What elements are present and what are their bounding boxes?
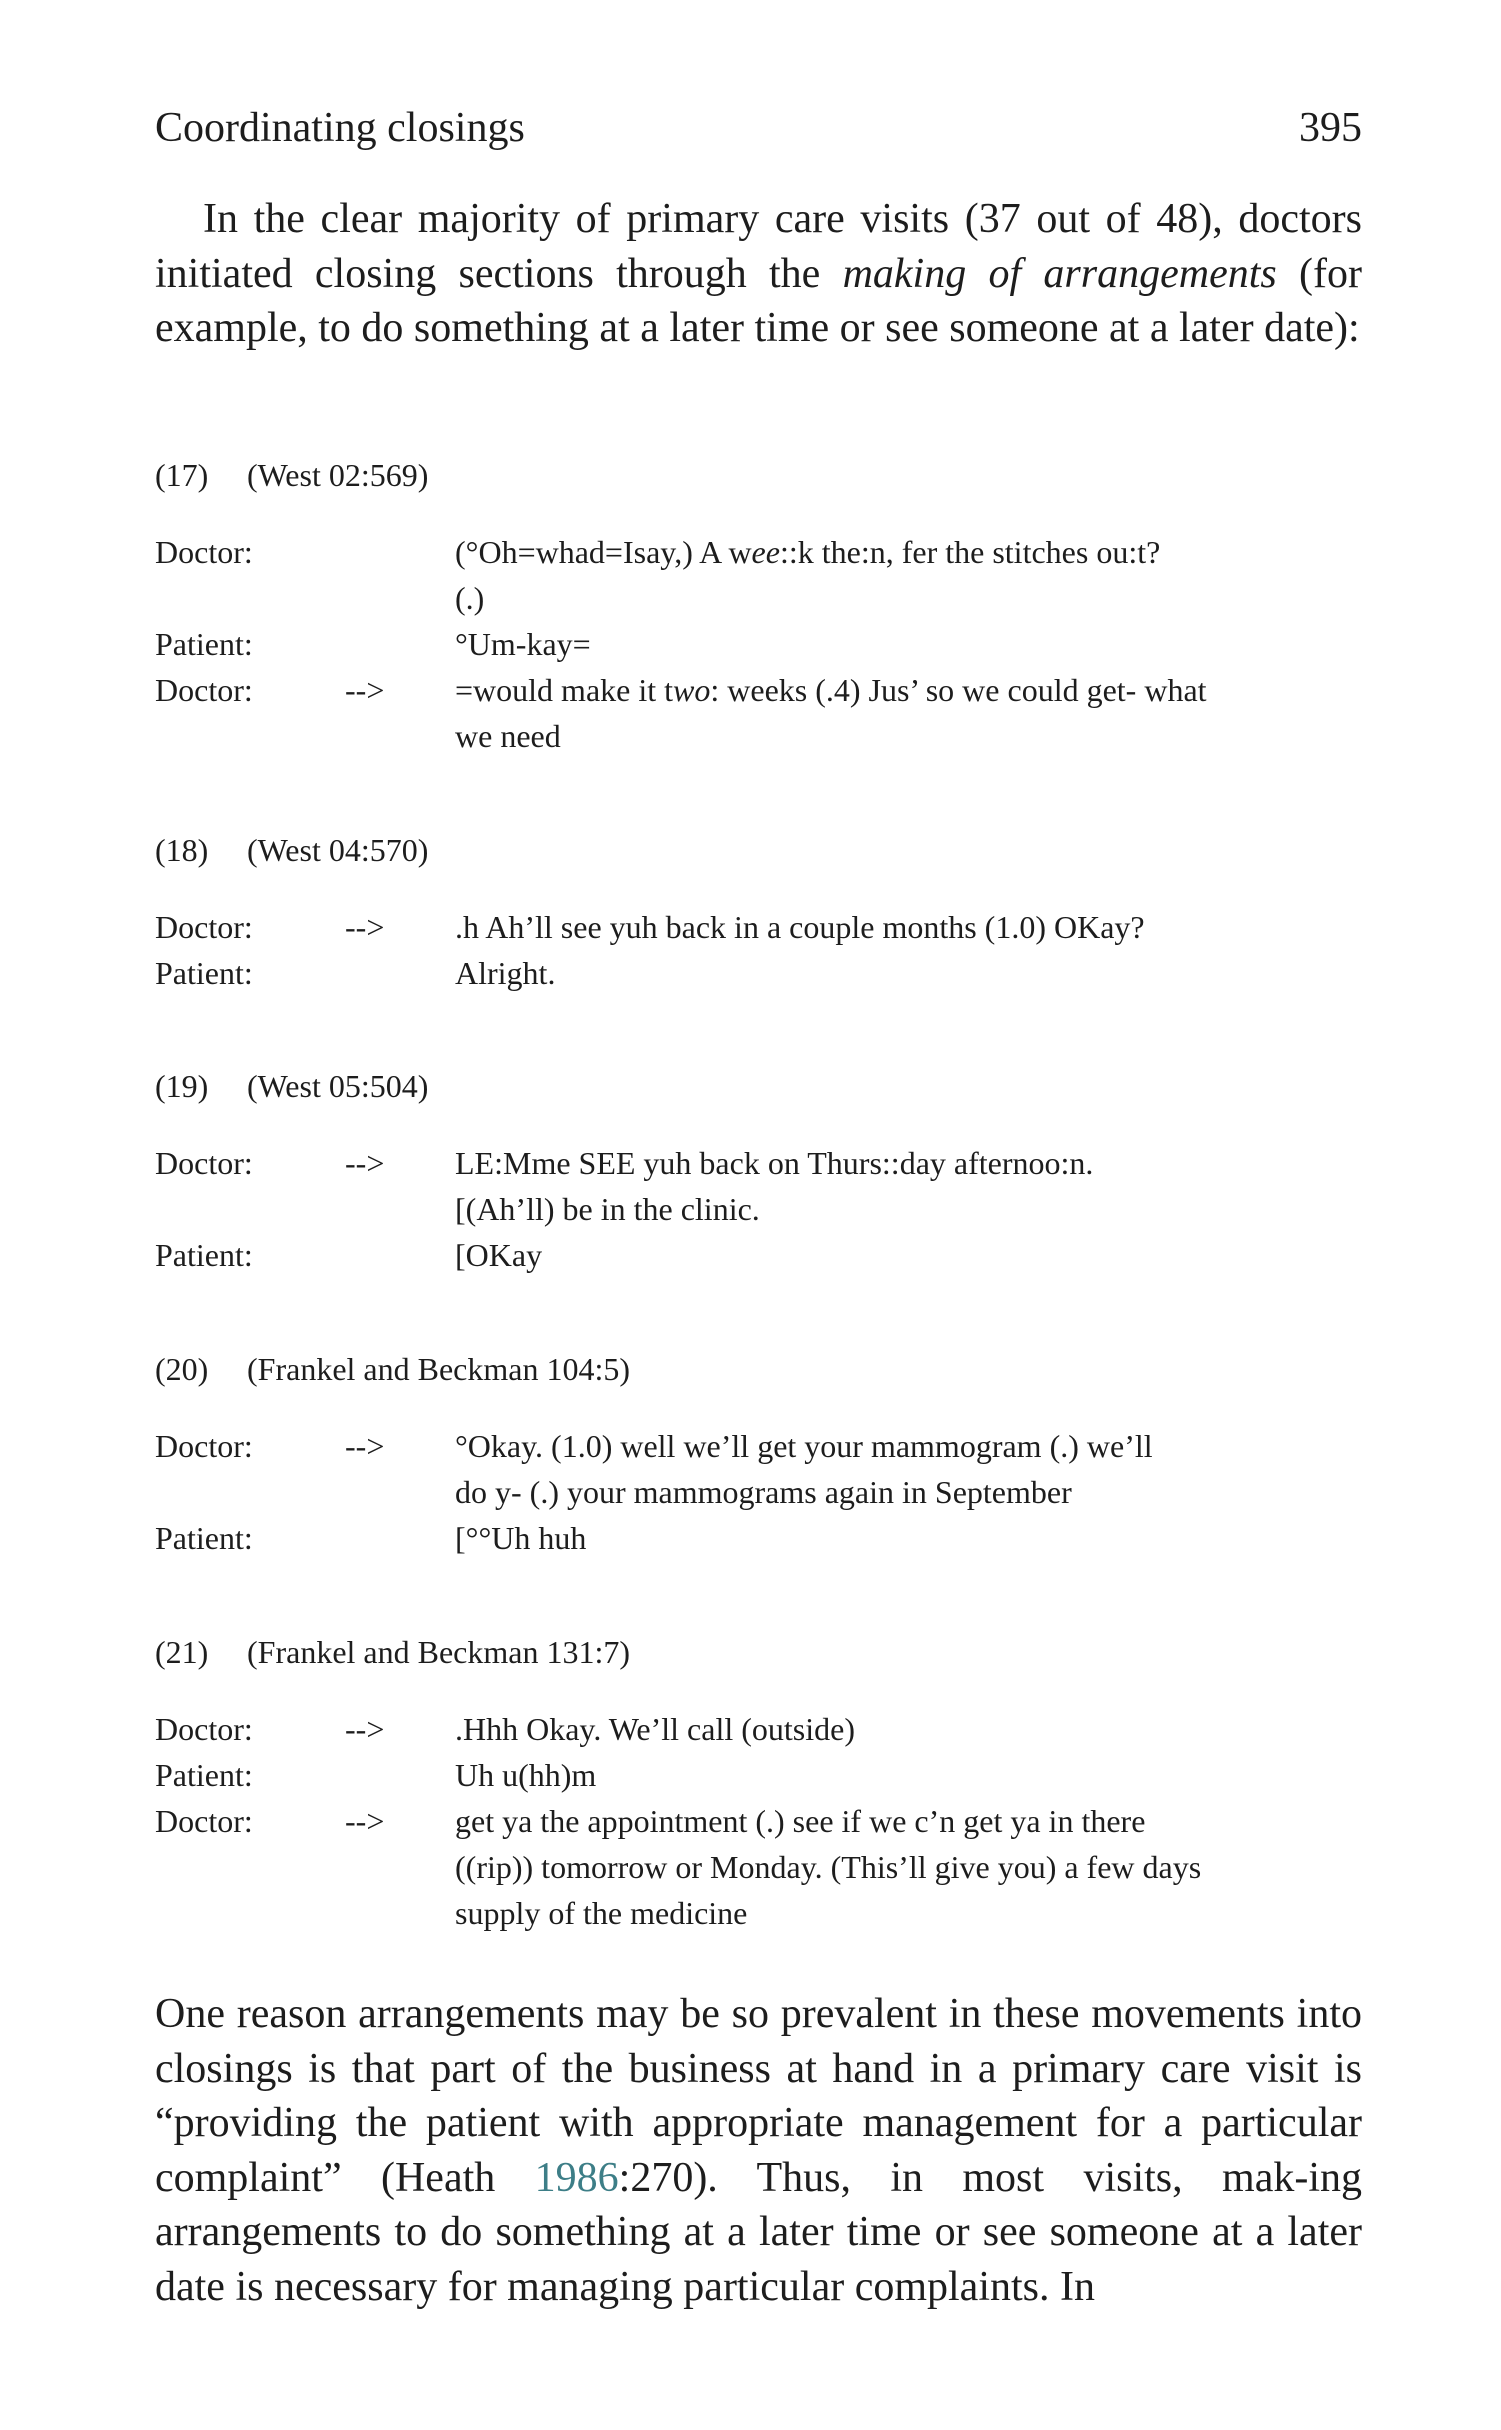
utterance-line: get ya the appointment (.) see if we c’n get ya in there xyxy=(455,1803,1146,1839)
closing-paragraph xyxy=(155,1987,1362,2314)
example-number: (19) xyxy=(155,1068,209,1104)
target-arrow: --> xyxy=(345,1145,385,1181)
utterance-line: [OKay xyxy=(455,1237,543,1273)
speaker-label: Patient: xyxy=(155,955,253,991)
utterance xyxy=(455,621,1335,667)
example-source: (West 04:570) xyxy=(247,832,429,868)
utterance xyxy=(455,950,1335,996)
intro-text-after: (for example, to do something at a later time or see someone at a later date): xyxy=(155,250,1362,351)
utterance xyxy=(455,1515,1335,1561)
utterance xyxy=(455,1423,1335,1515)
utterance-line: (°Oh=whad=Isay,) A wee::k the:n, fer the stitches ou:t? xyxy=(455,534,1161,570)
utterance-line: =would make it two: weeks (.4) Jus’ so we could get- what xyxy=(455,672,1207,708)
utterance xyxy=(455,1706,1335,1752)
speaker-label: Doctor: xyxy=(155,1803,253,1839)
utterance-line: °Um-kay= xyxy=(455,626,591,662)
utterance-line: supply of the medicine xyxy=(455,1895,748,1931)
utterance xyxy=(455,1798,1335,1936)
speaker-label: Doctor: xyxy=(155,1711,253,1747)
example-number: (21) xyxy=(155,1634,209,1670)
closing-text-before: One reason arrangements may be so prevalent in these movements into closings is that part of the business at hand in a primary care visit is “providing the patient with appropriate management for a particular complaint” (Heath xyxy=(155,1991,1362,2201)
utterance-line: Uh u(hh)m xyxy=(455,1757,597,1793)
utterance-line: .Hhh Okay. We’ll call (outside) xyxy=(455,1711,855,1747)
target-arrow: --> xyxy=(345,672,385,708)
utterance-line: (.) xyxy=(455,580,485,616)
utterance-line: ((rip)) tomorrow or Monday. (This’ll give you) a few days xyxy=(455,1849,1202,1885)
utterance-line: Alright. xyxy=(455,955,556,991)
example-source: (West 05:504) xyxy=(247,1068,429,1104)
speaker-label: Doctor: xyxy=(155,1145,253,1181)
utterance xyxy=(455,904,1335,950)
utterance-line: .h Ah’ll see yuh back in a couple months (1.0) OKay? xyxy=(455,909,1145,945)
speaker-label: Patient: xyxy=(155,1757,253,1793)
intro-paragraph xyxy=(155,192,1362,356)
intro-text-before: In the clear majority of primary care visits (37 out of 48), doctors initiated closing sections through the xyxy=(155,196,1362,297)
utterance xyxy=(455,1140,1335,1232)
running-head xyxy=(155,98,1362,158)
closing-text-after: :270). Thus, in most visits, mak-ing arrangements to do something at a later time or see someone at a later date is necessary for managing particular complaints. In xyxy=(155,2154,1362,2310)
example-number: (17) xyxy=(155,457,209,493)
speaker-label: Doctor: xyxy=(155,1428,253,1464)
speaker-label: Doctor: xyxy=(155,909,253,945)
speaker-label: Patient: xyxy=(155,626,253,662)
example-source: (West 02:569) xyxy=(247,457,429,493)
citation-link-heath-1986[interactable]: 1986 xyxy=(534,2154,619,2201)
speaker-label: Doctor: xyxy=(155,534,253,570)
utterance-line: LE:Mme SEE yuh back on Thurs::day afternoo:n. xyxy=(455,1145,1094,1181)
speaker-label: Patient: xyxy=(155,1237,253,1273)
target-arrow: --> xyxy=(345,909,385,945)
utterance-line: we need xyxy=(455,718,561,754)
target-arrow: --> xyxy=(345,1711,385,1747)
example-source: (Frankel and Beckman 104:5) xyxy=(247,1351,630,1387)
example-source: (Frankel and Beckman 131:7) xyxy=(247,1634,630,1670)
example-number: (20) xyxy=(155,1351,209,1387)
utterance-line: °Okay. (1.0) well we’ll get your mammogram (.) we’ll xyxy=(455,1428,1153,1464)
utterance-line: [°°Uh huh xyxy=(455,1520,587,1556)
speaker-label: Patient: xyxy=(155,1520,253,1556)
intro-emphasis: making of arrangements xyxy=(842,250,1277,297)
example-number: (18) xyxy=(155,832,209,868)
target-arrow: --> xyxy=(345,1803,385,1839)
utterance xyxy=(455,667,1335,759)
target-arrow: --> xyxy=(345,1428,385,1464)
utterance-line: [(Ah’ll) be in the clinic. xyxy=(455,1191,760,1227)
utterance xyxy=(455,1752,1335,1798)
speaker-label: Doctor: xyxy=(155,672,253,708)
page-number: 395 xyxy=(1299,105,1362,151)
utterance-line: do y- (.) your mammograms again in September xyxy=(455,1474,1072,1510)
chapter-title: Coordinating closings xyxy=(155,105,525,151)
utterance xyxy=(455,1232,1335,1278)
utterance xyxy=(455,529,1335,621)
